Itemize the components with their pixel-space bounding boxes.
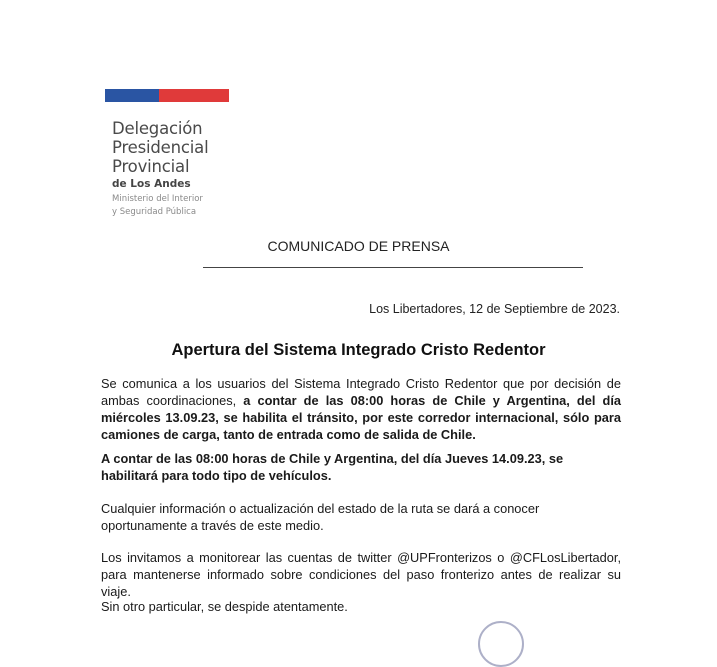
place-date: Los Libertadores, 12 de Septiembre de 2023.	[369, 302, 620, 316]
flag-color-bar	[105, 89, 229, 102]
ministry-line-2: y Seguridad Pública	[112, 207, 197, 217]
paragraph-5-closing: Sin otro particular, se despide atentamente.	[101, 599, 348, 614]
org-line-2: Presidencial	[112, 138, 209, 157]
paragraph-1-normal: Se comunica a los usuarios del Sistema Integrado Cristo Redentor que por decisión de ambas coordinaciones,	[101, 376, 621, 408]
org-line-1: Delegación	[112, 119, 203, 138]
paragraph-2: A contar de las 08:00 horas de Chile y Argentina, del día Jueves 14.09.23, se habilitará para todo tipo de vehículos.	[101, 451, 564, 483]
organization-logo-text	[112, 119, 208, 217]
title-underline-divider	[203, 267, 583, 268]
official-seal-icon	[478, 621, 524, 667]
flag-blue-segment	[105, 89, 159, 102]
ministry-line-1: Ministerio del Interior	[112, 194, 203, 204]
paragraph-3: Cualquier información o actualización del estado de la ruta se dará a conocer oportunamente a través de este medio.	[101, 501, 540, 533]
paragraph-1	[101, 375, 621, 443]
paragraph-1-bold: a contar de las 08:00 horas de Chile y Argentina, del día miércoles 13.09.23, se habilita el tránsito, por este corredor internacional, sólo para camiones de carga, tanto de entrada como de salida de Chile.	[101, 393, 621, 442]
document-title: Apertura del Sistema Integrado Cristo Redentor	[171, 341, 546, 359]
org-subtitle: de Los Andes	[112, 178, 191, 190]
flag-red-segment	[159, 89, 229, 102]
paragraph-4: Los invitamos a monitorear las cuentas de twitter @UPFronterizos o @CFLosLibertador, para mantenerse informado sobre condiciones del paso fronterizo antes de realizar su viaje.	[101, 550, 621, 599]
org-line-3: Provincial	[112, 157, 190, 176]
document-type-label: COMUNICADO DE PRENSA	[267, 238, 450, 254]
